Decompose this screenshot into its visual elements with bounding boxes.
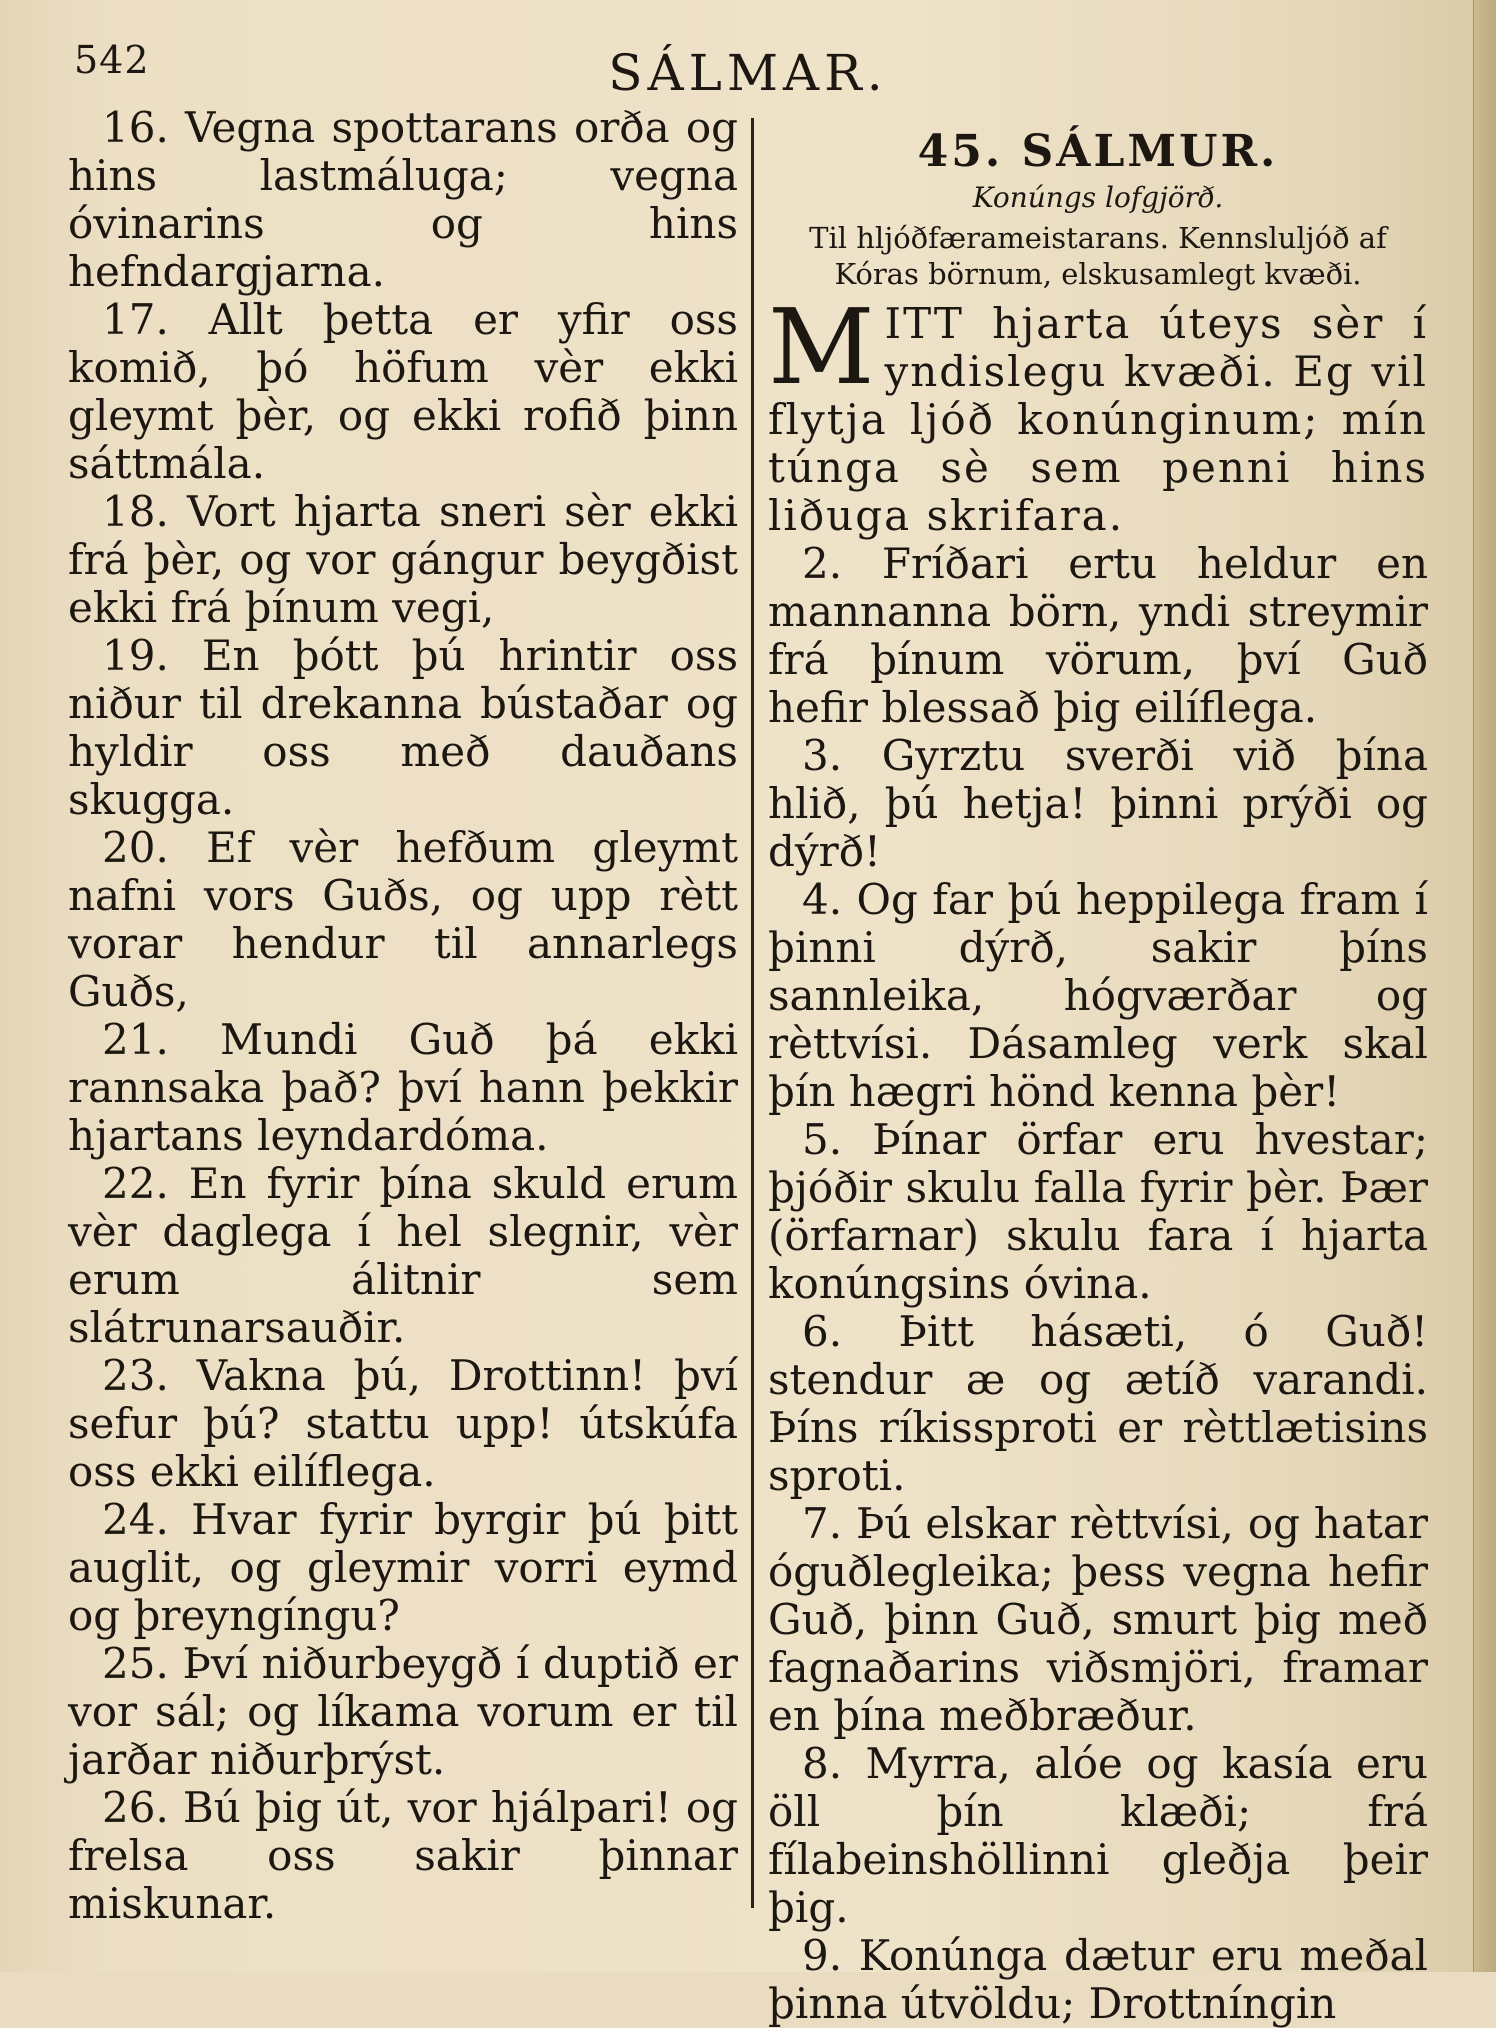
page-number: 542 xyxy=(74,38,150,82)
verse-26: 26. Bú þig út, vor hjálpari! og frelsa oss sakir þinnar miskunar. xyxy=(68,1783,738,1928)
verse-9: 9. Konúnga dætur eru meðal þinna útvöldu; Drottníngin xyxy=(768,1931,1428,2028)
column-divider xyxy=(751,118,754,1908)
verse-25: 25. Því niðurbeygð í duptið er vor sál; og líkama vorum er til jarðar niðurþrýst. xyxy=(68,1639,738,1784)
psalm-superscription: Til hljóðfærameistarans. Kennsluljóð af Kóras börnum, elskusamlegt kvæði. xyxy=(809,221,1387,291)
verse-19: 19. En þótt þú hrintir oss niður til drekanna bústaðar og hyldir oss með dauðans skugga. xyxy=(68,631,738,824)
verse-24: 24. Hvar fyrir byrgir þú þitt auglit, og gleymir vorri eymd og þreyngíngu? xyxy=(68,1495,738,1640)
verse-23: 23. Vakna þú, Drottinn! því sefur þú? stattu upp! útskúfa oss ekki eilíflega. xyxy=(68,1351,738,1496)
verse-20: 20. Ef vèr hefðum gleymt nafni vors Guðs, og upp rètt vorar hendur til annarlegs Guðs, xyxy=(68,823,738,1016)
verse-21: 21. Mundi Guð þá ekki rannsaka það? því hann þekkir hjartans leyndardóma. xyxy=(68,1015,738,1160)
running-title: SÁLMAR. xyxy=(608,44,888,102)
verse-3: 3. Gyrztu sverði við þína hlið, þú hetja! þinni prýði og dýrð! xyxy=(768,731,1428,876)
verse-17: 17. Allt þetta er yfir oss komið, þó höfum vèr ekki gleymt þèr, og ekki rofið þinn sáttmála. xyxy=(68,295,738,488)
verse-8: 8. Myrra, alóe og kasía eru öll þín klæði; frá fílabeinshöllinni gleðja þeir þig. xyxy=(768,1739,1428,1932)
right-column xyxy=(768,124,1428,2028)
verse-7: 7. Þú elskar rèttvísi, og hatar óguðlegleika; þess vegna hefir Guð, þinn Guð, smurt þig með fagnaðarins viðsmjöri, framar en þína meðbræður. xyxy=(768,1499,1428,1740)
verse-4: 4. Og far þú heppilega fram í þinni dýrð, sakir þíns sannleika, hógværðar og rèttvísi. Dásamleg verk skal þín hægri hönd kenna þèr! xyxy=(768,875,1428,1116)
verse-16: 16. Vegna spottarans orða og hins lastmáluga; vegna óvinarins og hins hefndargjarna. xyxy=(68,103,738,296)
left-column xyxy=(68,104,738,1928)
verse-1-text: ITT hjarta úteys sèr í yndislegu kvæði. Eg vil flytja ljóð konúnginum; mín túnga sè sem penni hins liðuga skrifara. xyxy=(768,299,1428,540)
verse-1 xyxy=(768,286,1428,540)
psalm-subtitle: Konúngs lofgjörð. xyxy=(972,181,1224,214)
psalm-title: 45. SÁLMUR. xyxy=(917,126,1279,177)
adjacent-page-edge xyxy=(1473,0,1496,1972)
verse-22: 22. En fyrir þína skuld erum vèr daglega í hel slegnir, vèr erum álitnir sem slátrunarsauðir. xyxy=(68,1159,738,1352)
verse-18: 18. Vort hjarta sneri sèr ekki frá þèr, og vor gángur beygðist ekki frá þínum vegi, xyxy=(68,487,738,632)
verse-5: 5. Þínar örfar eru hvestar; þjóðir skulu falla fyrir þèr. Þær (örfarnar) skulu fara í hjarta konúngsins óvina. xyxy=(768,1115,1428,1308)
drop-cap: M xyxy=(768,286,875,408)
verse-6: 6. Þitt hásæti, ó Guð! stendur æ og ætíð varandi. Þíns ríkissproti er rèttlætisins sproti. xyxy=(768,1307,1428,1500)
verse-2: 2. Fríðari ertu heldur en mannanna börn, yndi streymir frá þínum vörum, því Guð hefir blessað þig eilíflega. xyxy=(768,539,1428,732)
